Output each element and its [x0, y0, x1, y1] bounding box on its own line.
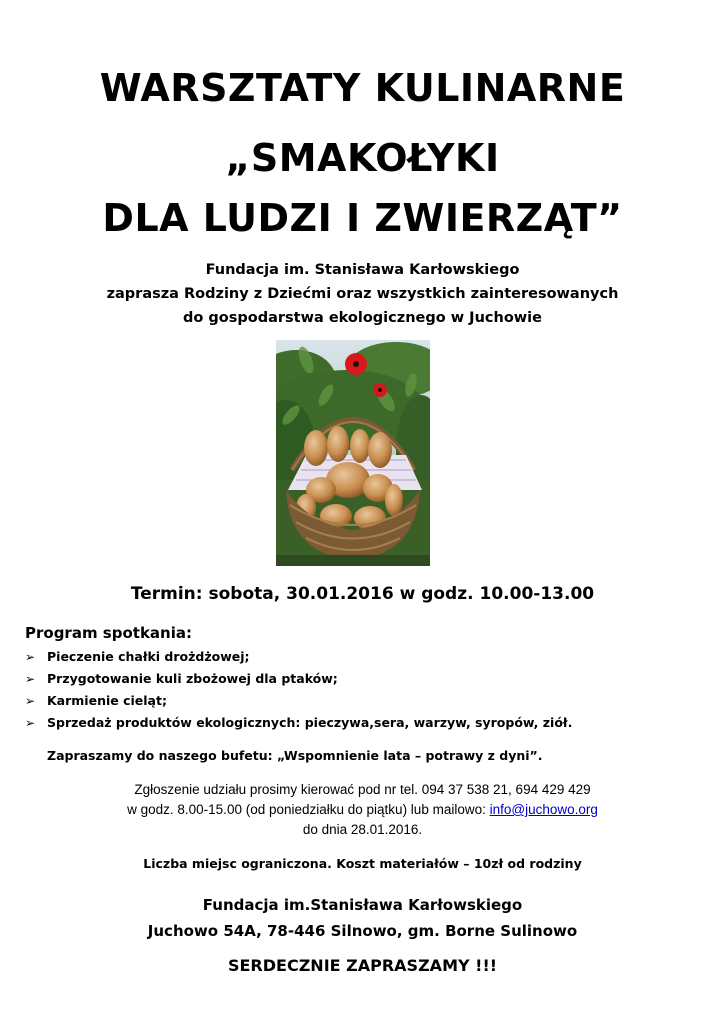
list-item: ➢ Przygotowanie kuli zbożowej dla ptaków; — [25, 668, 572, 690]
address-line-2: Juchowo 54A, 78-446 Silnowo, gm. Borne Sulinowo — [147, 922, 578, 940]
intro-text — [0, 258, 725, 330]
event-date: Termin: sobota, 30.01.2016 w godz. 10.00-13.00 — [130, 584, 595, 604]
bread-basket-photo — [276, 340, 430, 566]
program-list — [25, 646, 572, 734]
closing-text: SERDECZNIE ZAPRASZAMY !!! — [227, 956, 498, 975]
email-link[interactable]: info@juchowo.org — [489, 802, 598, 817]
title-line-1: WARSZTATY KULINARNE — [99, 66, 626, 110]
list-item: ➢ Karmienie cieląt; — [25, 690, 572, 712]
intro-line-2: zaprasza Rodziny z Dziećmi oraz wszystkich zainteresowanych — [106, 286, 619, 302]
address-line-1: Fundacja im.Stanisława Karłowskiego — [202, 896, 523, 914]
buffet-invitation: Zapraszamy do naszego bufetu: „Wspomnienie lata – potrawy z dyni”. — [47, 748, 543, 763]
contact-line-2: w godz. 8.00-15.00 (od poniedziałku do piątku) lub mailowo: info@juchowo.org — [127, 802, 598, 817]
program-title: Program spotkania: — [25, 624, 192, 642]
contact-line-1: Zgłoszenie udziału prosimy kierować pod nr tel. 094 37 538 21, 694 429 429 — [134, 782, 591, 797]
title-line-3: DLA LUDZI I ZWIERZĄT” — [102, 196, 623, 240]
list-item: ➢ Sprzedaż produktów ekologicznych: pieczywa,sera, warzyw, syropów, ziół. — [25, 712, 572, 734]
title-line-2: „SMAKOŁYKI — [225, 136, 500, 180]
intro-line-3: do gospodarstwa ekologicznego w Juchowie — [183, 310, 542, 326]
arrow-bullet-icon: ➢ — [25, 672, 36, 686]
arrow-bullet-icon: ➢ — [25, 650, 36, 664]
arrow-bullet-icon: ➢ — [25, 716, 36, 730]
organizer-address — [0, 892, 725, 944]
limit-note: Liczba miejsc ograniczona. Koszt materiałów – 10zł od rodziny — [143, 856, 582, 871]
arrow-bullet-icon: ➢ — [25, 694, 36, 708]
intro-line-1: Fundacja im. Stanisława Karłowskiego — [205, 262, 520, 278]
list-item: ➢ Pieczenie chałki drożdżowej; — [25, 646, 572, 668]
contact-line-3: do dnia 28.01.2016. — [302, 822, 423, 837]
contact-info — [0, 780, 725, 840]
